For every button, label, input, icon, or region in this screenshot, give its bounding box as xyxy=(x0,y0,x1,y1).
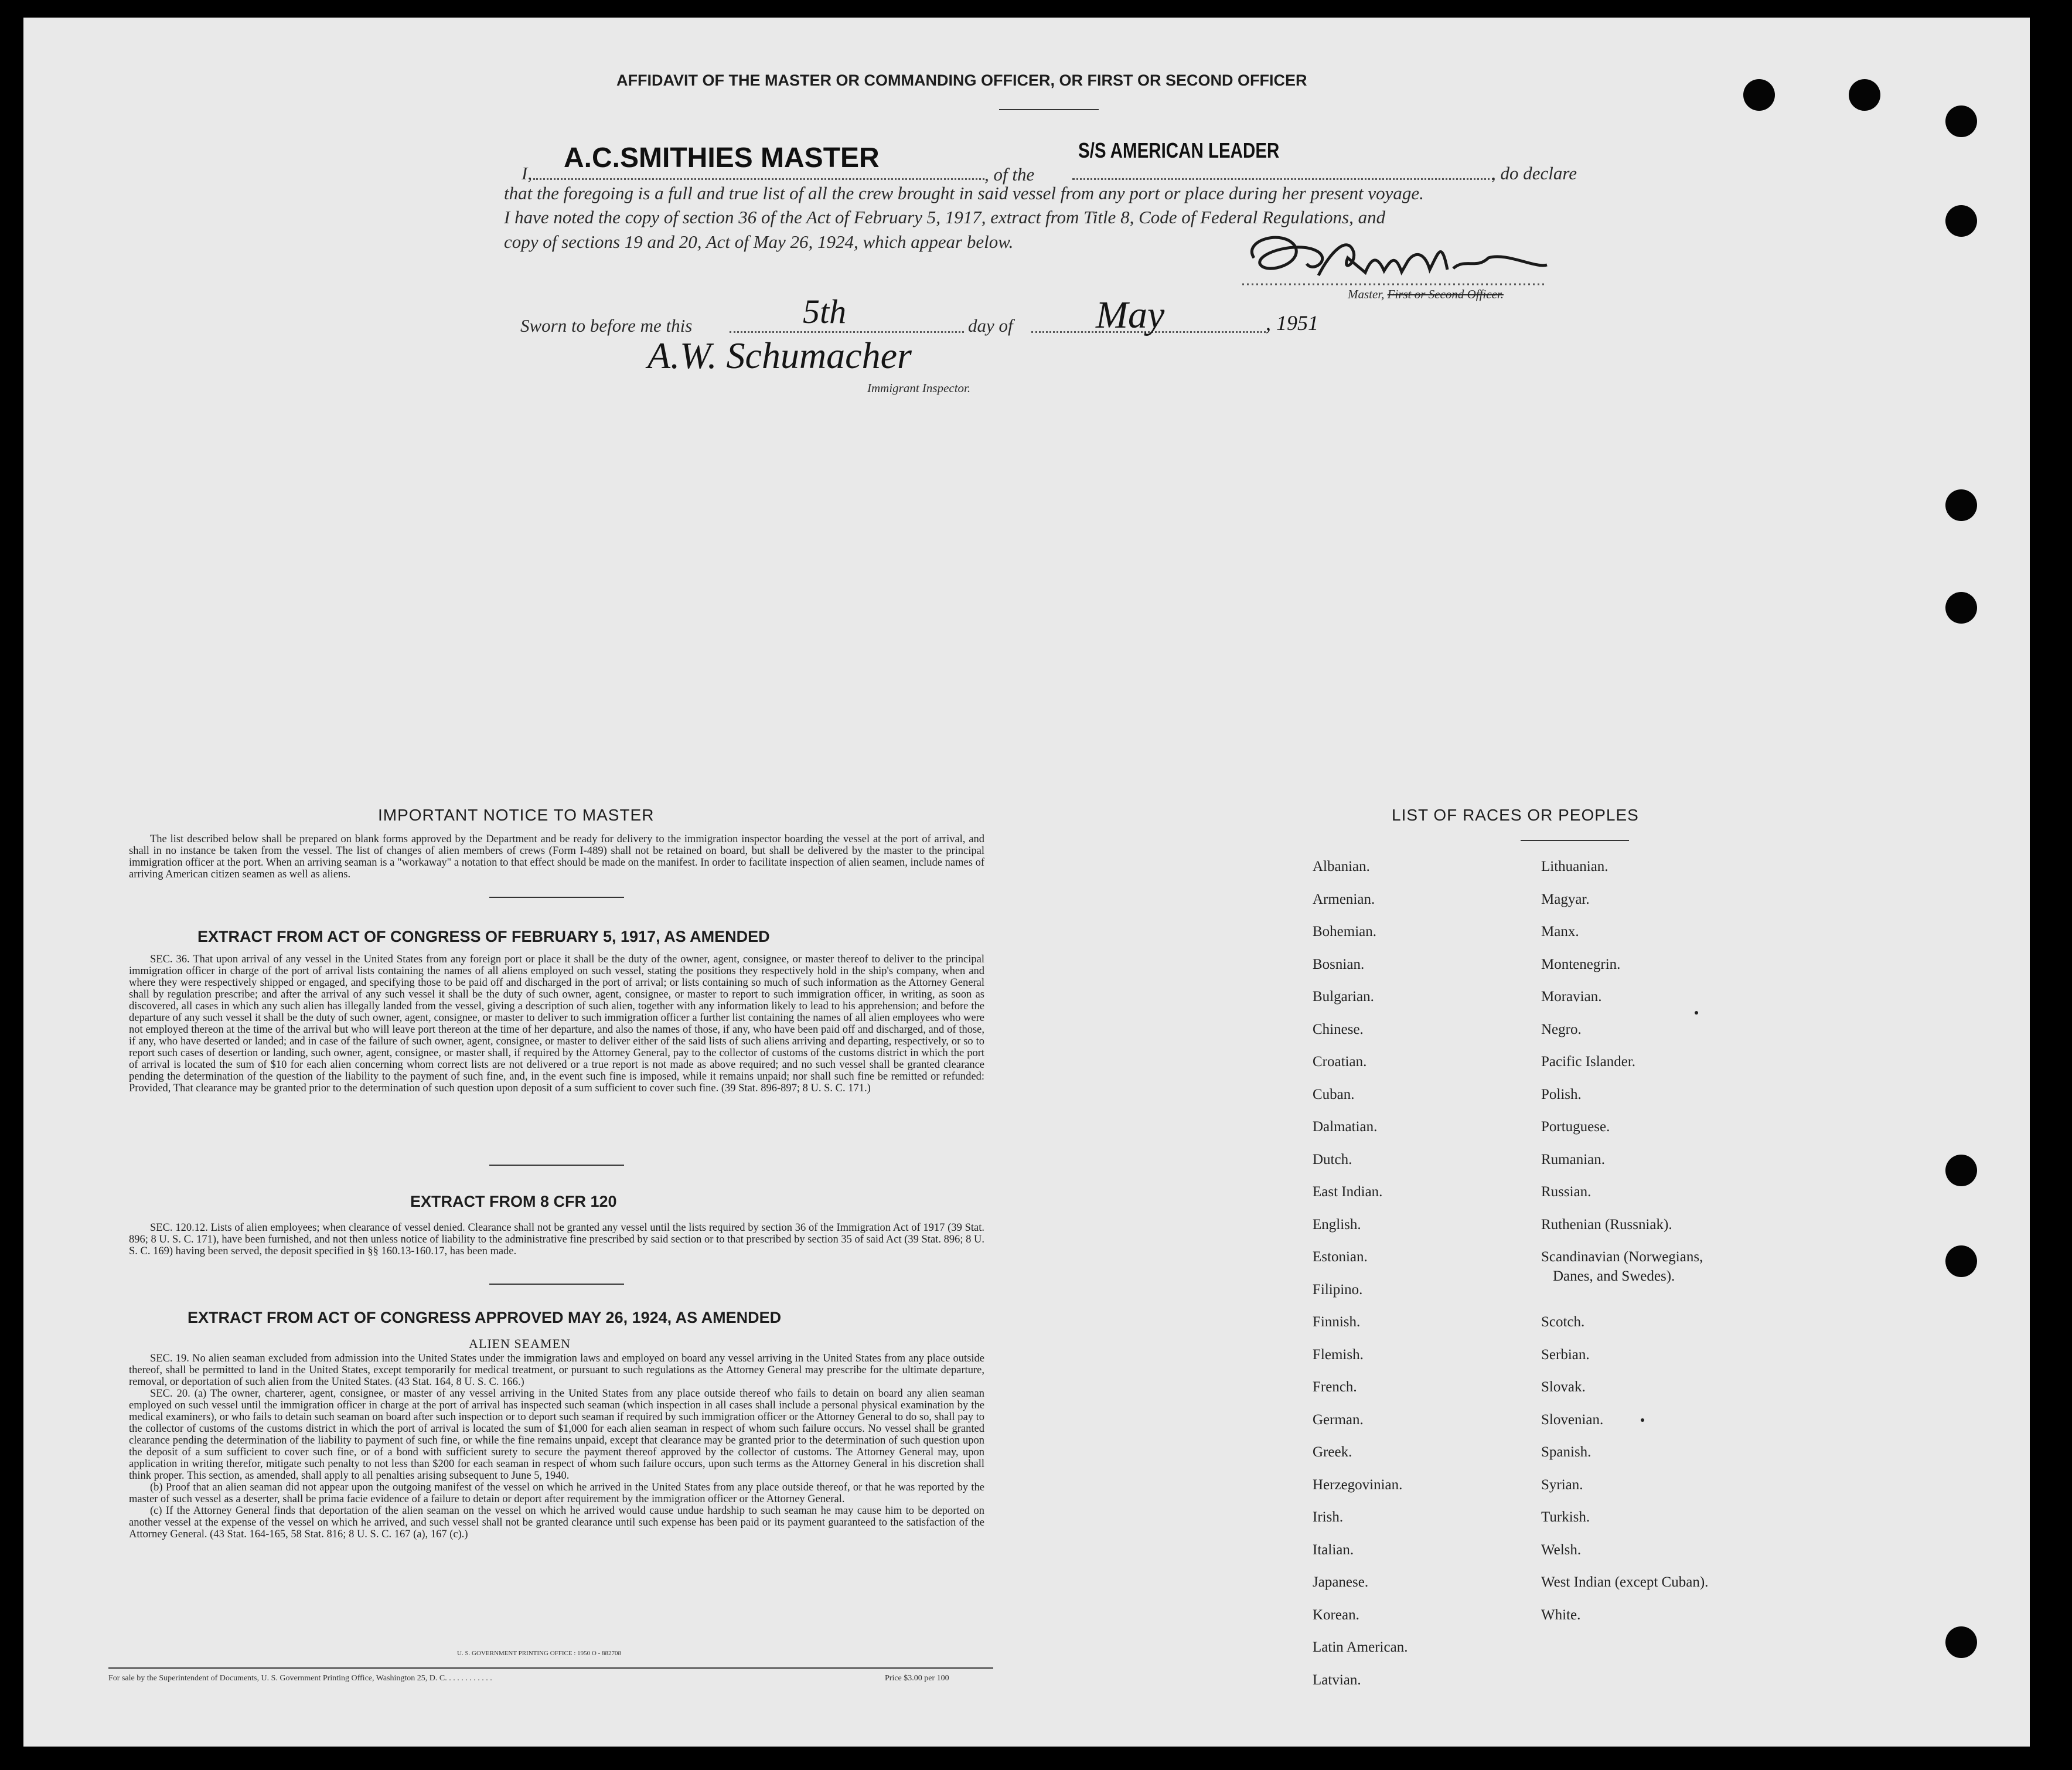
race-right-23: White. xyxy=(1541,1607,1581,1623)
race-left-24: Korean. xyxy=(1313,1607,1359,1623)
race-left-2: Armenian. xyxy=(1313,891,1375,907)
race-right-4: Montenegrin. xyxy=(1541,957,1621,972)
vessel-name-value: S/S AMERICAN LEADER xyxy=(1078,138,1280,162)
sworn-label: Sworn to before me this xyxy=(520,315,693,336)
race-left-18: German. xyxy=(1313,1412,1364,1428)
punch-hole xyxy=(1945,1626,1977,1658)
sec-120-12-paragraph: SEC. 120.12. Lists of alien employees; when clearance of vessel denied. Clearance shall not be granted any vessel until the lists required by section 36 of the Immigration Act of 1917 (39 Stat. 896; 8 U. S. C. 171), have been furnished, and not then unless notice of liability to the administrative fine prescribed by said section or to that prescribed by section 35 of said Act (39 Stat. 896; 8 U. S. C. 169) having been served, the deposit specified in §§ 160.13-160.17, has been made. xyxy=(129,1222,984,1257)
section-rule xyxy=(489,1284,624,1285)
title-rule xyxy=(999,109,1099,110)
master-name-line xyxy=(533,178,984,180)
speck xyxy=(1695,1011,1698,1015)
sec-19-paragraph: SEC. 19. No alien seaman excluded from admission into the United States under the immigration laws and employed on board any vessel arriving in the United States from any place outside thereof, shall be permitted to land in the United States, except temporarily for medical treatment, or pursuant to such regulations as the Attorney General may prescribe for the ultimate departure, removal, or deportation of such alien from the United States. (43 Stat. 164, 8 U. S. C. 166.) xyxy=(129,1353,984,1388)
extract-1917-heading: EXTRACT FROM ACT OF CONGRESS OF FEBRUARY 5, 1917, AS AMENDED xyxy=(197,928,770,945)
race-left-7: Croatian. xyxy=(1313,1054,1367,1070)
sec-20b-paragraph: (b) Proof that an alien seaman did not appear upon the outgoing manifest of the vessel on which he arrived in the United States from any place outside thereof, or that he was reported by the master of such vessel as a deserter, shall be prima facie evidence of a failure to detain or deport after requirement by the immigration officer or the Attorney General. xyxy=(129,1482,984,1505)
notice-paragraph: The list described below shall be prepared on blank forms approved by the Department and be ready for delivery to the immigration inspector boarding the vessel at the port of arrival, and shall in no instance be taken from the vessel. The list of changes of alien members of crews (Form I-489) shall not be retained on board, but shall be delivered by the master to the principal immigration officer at the port. When an arriving seaman is a "workaway" a notation to that effect should be made on the manifest. In order to facilitate inspection of alien seamen, include names of arriving American citizen seamen as well as aliens. xyxy=(129,833,984,880)
inspector-caption: Immigrant Inspector. xyxy=(867,381,971,395)
race-left-16: Flemish. xyxy=(1313,1347,1364,1363)
sale-note: For sale by the Superintendent of Documents, U. S. Government Printing Office, Washington 25, D. C. . . . . . . . . . . . xyxy=(108,1674,492,1683)
declaration-i: I, xyxy=(522,163,533,183)
sworn-day-line xyxy=(730,331,964,333)
race-right-20: Turkish. xyxy=(1541,1509,1590,1525)
vessel-line xyxy=(1072,178,1494,180)
race-left-19: Greek. xyxy=(1313,1444,1352,1460)
extract-cfr-heading: EXTRACT FROM 8 CFR 120 xyxy=(410,1193,617,1210)
sworn-day-value: 5th xyxy=(803,292,847,331)
race-right-14: Scotch. xyxy=(1541,1314,1585,1330)
race-left-10: Dutch. xyxy=(1313,1152,1352,1167)
race-left-26: Latvian. xyxy=(1313,1672,1361,1688)
sworn-year-value: , 1951 xyxy=(1266,311,1318,335)
inspector-signature: A.W. Schumacher xyxy=(648,335,912,376)
race-right-16: Slovak. xyxy=(1541,1379,1586,1395)
race-left-5: Bulgarian. xyxy=(1313,989,1374,1005)
race-left-13: Estonian. xyxy=(1313,1249,1368,1265)
alien-seamen-subheading: ALIEN SEAMEN xyxy=(469,1336,571,1351)
race-left-9: Dalmatian. xyxy=(1313,1119,1378,1135)
sec-20a-paragraph: SEC. 20. (a) The owner, charterer, agent, consignee, or master of any vessel arriving in the United States from any place outside thereof who fails to detain on board any alien seaman employed on such vessel until the immigration officer in charge at the port of arrival has inspected such seaman (which inspection in all cases shall include a personal physical examination by the medical examiners), or who fails to detain such seaman on board after such inspection or to deport such seaman if required by such immigration officer or the Attorney General to do so, shall pay to the collector of customs of the customs district in which the port of arrival is located the sum of $1,000 for each alien seaman in respect of whom such failure occurs. No vessel shall be granted clearance pending the determination of the liability to payment of such fine, or while the fine remains unpaid, except that clearance may be granted prior to the determination of such question upon the deposit of a sum sufficient to cover such fine, or of a bond with sufficient surety to secure the payment thereof approved by the collector of customs. The Attorney General may, upon application in writing therefor, mitigate such penalty to not less than $200 for each seaman in respect of whom such failure occurs, upon such terms as the Attorney General in his discretion shall think proper. This section, as amended, shall apply to all penalties arising subsequent to June 5, 1940. xyxy=(129,1388,984,1482)
declaration-line-4: copy of sections 19 and 20, Act of May 26, 1924, which appear below. xyxy=(504,232,1014,252)
race-left-12: English. xyxy=(1313,1217,1361,1233)
race-left-22: Italian. xyxy=(1313,1542,1354,1558)
first-second-officer-struck: First or Second Officer. xyxy=(1387,287,1504,301)
day-of-label: day of xyxy=(968,315,1013,336)
affidavit-title: AFFIDAVIT OF THE MASTER OR COMMANDING OFFICER, OR FIRST OR SECOND OFFICER xyxy=(616,72,1307,89)
race-right-3: Manx. xyxy=(1541,924,1579,940)
punch-hole xyxy=(1849,79,1880,111)
race-left-15: Finnish. xyxy=(1313,1314,1361,1330)
master-caption: Master, xyxy=(1348,287,1385,301)
of-the-label: , of the xyxy=(984,164,1035,185)
printing-office-note: U. S. GOVERNMENT PRINTING OFFICE : 1950 O - 882708 xyxy=(457,1650,622,1657)
race-right-22: West Indian (except Cuban). xyxy=(1541,1574,1709,1590)
punch-hole xyxy=(1945,205,1977,237)
race-left-11: East Indian. xyxy=(1313,1184,1383,1200)
race-right-5: Moravian. xyxy=(1541,989,1602,1005)
price-note: Price $3.00 per 100 xyxy=(885,1674,949,1683)
race-right-17: Slovenian. xyxy=(1541,1412,1604,1428)
race-right-8: Polish. xyxy=(1541,1087,1582,1102)
race-left-3: Bohemian. xyxy=(1313,924,1377,940)
sworn-month-value: May xyxy=(1096,294,1165,336)
race-left-25: Latin American. xyxy=(1313,1639,1408,1655)
sec-20c-paragraph: (c) If the Attorney General finds that deportation of the alien seaman on the vessel on which he arrived would cause undue hardship to such seaman he may cause him to be deported on another vessel at the expense of the vessel on which he arrived, and such vessel shall not be granted clearance until such expense has been paid or its payment guaranteed to the satisfaction of the Attorney General. (43 Stat. 164-165, 58 Stat. 816; 8 U. S. C. 167 (a), 167 (c).) xyxy=(129,1505,984,1540)
section-rule xyxy=(489,1165,624,1166)
race-left-4: Bosnian. xyxy=(1313,957,1365,972)
race-right-10: Rumanian. xyxy=(1541,1152,1606,1167)
notice-heading: IMPORTANT NOTICE TO MASTER xyxy=(378,806,655,824)
declaration-line-3: I have noted the copy of section 36 of the Act of February 5, 1917, extract from Title 8, Code of Federal Regulations, and xyxy=(504,207,1386,227)
race-right-12: Ruthenian (Russniak). xyxy=(1541,1217,1672,1233)
races-rule xyxy=(1521,840,1629,841)
punch-hole xyxy=(1945,592,1977,624)
extract-1924-heading: EXTRACT FROM ACT OF CONGRESS APPROVED MAY 26, 1924, AS AMENDED xyxy=(188,1309,782,1326)
section-rule xyxy=(489,897,624,898)
do-declare-label: , do declare xyxy=(1491,163,1577,183)
punch-hole xyxy=(1743,79,1775,111)
race-right-19: Syrian. xyxy=(1541,1477,1583,1493)
extract-cfr-body xyxy=(129,1222,984,1257)
declaration-line-2: that the foregoing is a full and true list of all the crew brought in said vessel from any port or place during her present voyage. xyxy=(504,183,1424,203)
master-name-value: A.C.SMITHIES MASTER xyxy=(564,142,880,173)
extract-1917-body xyxy=(129,954,984,1094)
punch-hole xyxy=(1945,105,1977,137)
master-title-caption xyxy=(1348,287,1504,302)
notice-body xyxy=(129,833,984,880)
race-left-20: Herzegovinian. xyxy=(1313,1477,1403,1493)
race-right-18: Spanish. xyxy=(1541,1444,1592,1460)
race-left-8: Cuban. xyxy=(1313,1087,1355,1102)
punch-hole xyxy=(1945,1155,1977,1186)
race-left-21: Irish. xyxy=(1313,1509,1344,1525)
race-right-1: Lithuanian. xyxy=(1541,859,1608,874)
race-left-1: Albanian. xyxy=(1313,859,1370,874)
races-heading: LIST OF RACES OR PEOPLES xyxy=(1392,806,1639,824)
document-page xyxy=(23,18,2030,1747)
race-right-2: Magyar. xyxy=(1541,891,1590,907)
punch-hole xyxy=(1945,1245,1977,1277)
speck xyxy=(1641,1418,1644,1422)
race-left-6: Chinese. xyxy=(1313,1022,1364,1037)
race-right-6: Negro. xyxy=(1541,1022,1582,1037)
race-right-7: Pacific Islander. xyxy=(1541,1054,1636,1070)
race-left-17: French. xyxy=(1313,1379,1357,1395)
extract-1924-body xyxy=(129,1353,984,1540)
race-left-23: Japanese. xyxy=(1313,1574,1369,1590)
race-left-14: Filipino. xyxy=(1313,1282,1363,1298)
sec-36-paragraph: SEC. 36. That upon arrival of any vessel in the United States from any foreign port or place it shall be the duty of the owner, agent, consignee, or master thereof to deliver to the principal immigration officer in charge of the port of arrival lists containing the names of all aliens employed on such vessel, stating the positions they respectively hold in the ship's company, when and where they were respectively shipped or engaged, and specifying those to be paid off and discharged in the port of arrival; or lists containing so much of such information as the Attorney General shall by regulation prescribe; and after the arrival of any such vessel it shall be the duty of such owner, agent, consignee, or master to report to such immigration officer, in writing, as soon as discovered, all cases in which any such alien has illegally landed from the vessel, giving a description of such alien, together with any information likely to lead to his apprehension; and before the departure of any such vessel it shall be the duty of such owner, agent, consignee, or master to deliver to such immigration officer a further list containing the names of all alien employees who were not employed thereon at the time of the arrival but who will leave port thereon at the time of her departure, and also the names of those, if any, who have been paid off and discharged, and of those, if any, who have deserted or landed; and in case of the failure of such owner, agent, consignee, or master to deliver either of the said lists of such aliens arriving and departing, respectively, or so to report such cases of desertion or landing, such owner, agent, consignee, or master shall, if required by the Attorney General, pay to the collector of customs of the customs district in which the port of arrival is located the sum of $10 for each alien concerning whom correct lists are not delivered or a true report is not made as above required; and no such vessel shall be granted clearance pending the determination of the question of the liability to the payment of such fine, and, in the event such fine is imposed, while it remains unpaid; nor shall such fine be remitted or refunded: Provided, That clearance may be granted prior to the determination of such question upon deposit of a sum sufficient to cover such fine. (39 Stat. 896-897; 8 U. S. C. 171.) xyxy=(129,954,984,1094)
race-right-9: Portuguese. xyxy=(1541,1119,1610,1135)
race-right-11: Russian. xyxy=(1541,1184,1592,1200)
race-right-12b: Danes, and Swedes). xyxy=(1553,1268,1675,1284)
race-right-21: Welsh. xyxy=(1541,1542,1582,1558)
race-right-15: Serbian. xyxy=(1541,1347,1590,1363)
punch-hole xyxy=(1945,489,1977,521)
footer-rule xyxy=(108,1667,993,1669)
race-right-13: Scandinavian (Norwegians, xyxy=(1541,1249,1703,1265)
